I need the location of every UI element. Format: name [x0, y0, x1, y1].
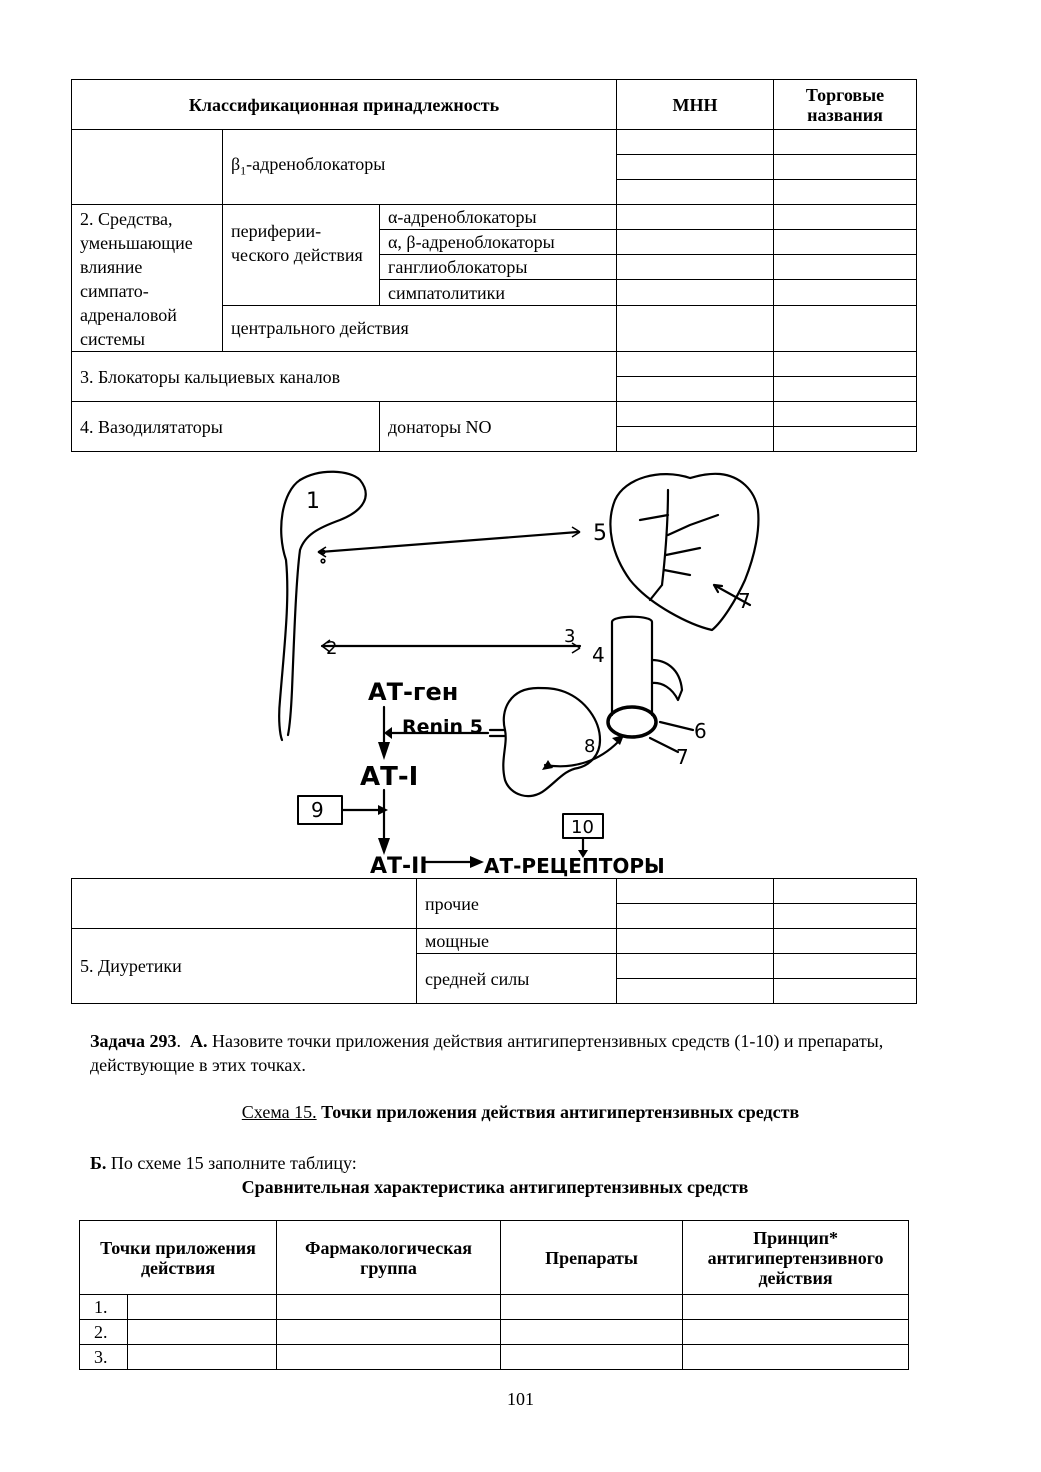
vessel-branch: [652, 660, 682, 700]
row-number: 2.: [80, 1320, 128, 1345]
scheme-title: Точки приложения действия антигипертензивных средств: [321, 1102, 800, 1122]
label-at-gen: АТ-ген: [368, 678, 459, 706]
no-donors-label: донаторы NO: [380, 402, 617, 452]
page-number: 101: [507, 1389, 534, 1409]
spinal-cord-outline: [288, 472, 366, 735]
comparison-table: [79, 1220, 909, 1370]
label-box-9: 9: [311, 798, 324, 822]
ganglioblockers-label: ганглиоблокаторы: [380, 255, 617, 280]
mnn-cell[interactable]: [617, 929, 774, 954]
label-7-vessel: 7: [676, 745, 689, 769]
part-b-label: Б.: [90, 1153, 107, 1173]
trade-cell[interactable]: [774, 904, 917, 929]
medium-diuretics-label: средней силы: [417, 954, 617, 1004]
answer-cell[interactable]: [277, 1295, 501, 1320]
label-renin: Renin 5: [402, 716, 483, 738]
task-293-text: Задача 293. А. Назовите точки приложения действия антигипертензивных средств (1-10) и препараты, действующие в этих точках.: [90, 1031, 884, 1075]
answer-cell[interactable]: [683, 1345, 909, 1370]
peripheral-action-label: периферии-ческого действия: [223, 205, 380, 306]
diuretics-table: [71, 878, 917, 1004]
calcium-channel-blockers-label: 3. Блокаторы кальциевых каналов: [72, 352, 617, 402]
header-drugs: Препараты: [501, 1221, 683, 1295]
label-at1: АТ-I: [360, 762, 419, 792]
header-pharm-group: Фармакологическая группа: [277, 1221, 501, 1295]
arrow-8: [545, 742, 618, 766]
scheme-ref: Схема 15.: [241, 1102, 317, 1122]
answer-cell[interactable]: [128, 1345, 277, 1370]
header-mnn: МНН: [617, 80, 774, 130]
vessel-cross-section: [608, 707, 656, 737]
vasodilators-label: 4. Вазодилятаторы: [72, 402, 380, 452]
label-6: 6: [694, 719, 707, 743]
task-part-a: А.: [190, 1031, 208, 1051]
other-diuretics-label: прочие: [417, 879, 617, 929]
answer-cell[interactable]: [128, 1320, 277, 1345]
answer-cell[interactable]: [277, 1320, 501, 1345]
coronary-vessels: [640, 490, 718, 600]
arrowhead-receptors: [470, 856, 484, 868]
task-part-b: [90, 1151, 357, 1175]
mnn-cell[interactable]: [617, 904, 774, 929]
answer-cell[interactable]: [501, 1345, 683, 1370]
answer-cell[interactable]: [501, 1320, 683, 1345]
arrowhead-atgen: [378, 742, 390, 760]
header-application-points: Точки приложения действия: [80, 1221, 277, 1295]
comparison-table-title: Сравнительная характеристика антигипертензивных средств: [241, 1177, 749, 1197]
part-b-text: По схеме 15 заполните таблицу:: [110, 1153, 357, 1173]
row-number: 3.: [80, 1345, 128, 1370]
mnn-cell[interactable]: [617, 954, 774, 979]
scheme-caption: [0, 1100, 1041, 1124]
central-action-label: центрального действия: [223, 305, 617, 351]
arrow-6: [660, 722, 693, 730]
alpha-blockers-label: α-адреноблокаторы: [380, 205, 617, 230]
label-7-heart: 7: [738, 589, 751, 613]
trade-cell[interactable]: [774, 879, 917, 904]
label-5: 5: [593, 521, 607, 546]
arrow-7-vessel: [650, 738, 678, 752]
empty-group-cell: [72, 879, 417, 929]
header-principle: Принцип* антигипертензивного действия: [683, 1221, 909, 1295]
label-2: 2: [326, 638, 338, 659]
task-a-text: Назовите точки приложения действия антигипертензивных средств (1-10) и препараты, действующие в этих точках.: [90, 1031, 884, 1075]
beta1-blockers-label: $\beta_1$-адреноблокаторы: [223, 130, 617, 205]
trade-cell[interactable]: [774, 954, 917, 979]
label-at2: АТ-II: [370, 854, 428, 879]
diuretics-label: 5. Диуретики: [72, 929, 417, 1004]
task-number: Задача 293: [90, 1031, 177, 1051]
label-8: 8: [584, 736, 596, 757]
answer-cell[interactable]: [501, 1295, 683, 1320]
arrowhead-renin: [384, 727, 392, 739]
mnn-cell[interactable]: [617, 879, 774, 904]
trade-cell[interactable]: [774, 979, 917, 1004]
powerful-diuretics-label: мощные: [417, 929, 617, 954]
brain-outline: [279, 480, 300, 740]
trade-cell[interactable]: [774, 929, 917, 954]
label-at-receptors: АТ-РЕЦЕПТОРЫ: [484, 854, 665, 878]
synapse-1-dot: [321, 559, 325, 563]
row-number: 1.: [80, 1295, 128, 1320]
answer-cell[interactable]: [683, 1320, 909, 1345]
arrowhead-at1: [378, 838, 390, 855]
sympatholytics-label: симпатолитики: [380, 280, 617, 305]
label-4: 4: [592, 643, 605, 667]
header-trade-names: Торговые названия: [774, 80, 917, 130]
group2-label: 2. Средства, уменьшающие влияние симпато-адреналовой системы: [72, 205, 223, 352]
vessel-outline: [612, 617, 652, 715]
alpha-beta-blockers-label: α, β-адреноблокаторы: [380, 230, 617, 255]
nerve-to-heart: [320, 532, 578, 552]
header-classification: Классификационная принадлежность: [72, 80, 617, 130]
mnn-cell[interactable]: [617, 979, 774, 1004]
answer-cell[interactable]: [683, 1295, 909, 1320]
label-box-10: 10: [571, 817, 594, 838]
answer-cell[interactable]: [128, 1295, 277, 1320]
label-1: 1: [306, 489, 320, 514]
renal-vessels: [490, 730, 505, 736]
answer-cell[interactable]: [277, 1345, 501, 1370]
label-3: 3: [564, 626, 576, 647]
